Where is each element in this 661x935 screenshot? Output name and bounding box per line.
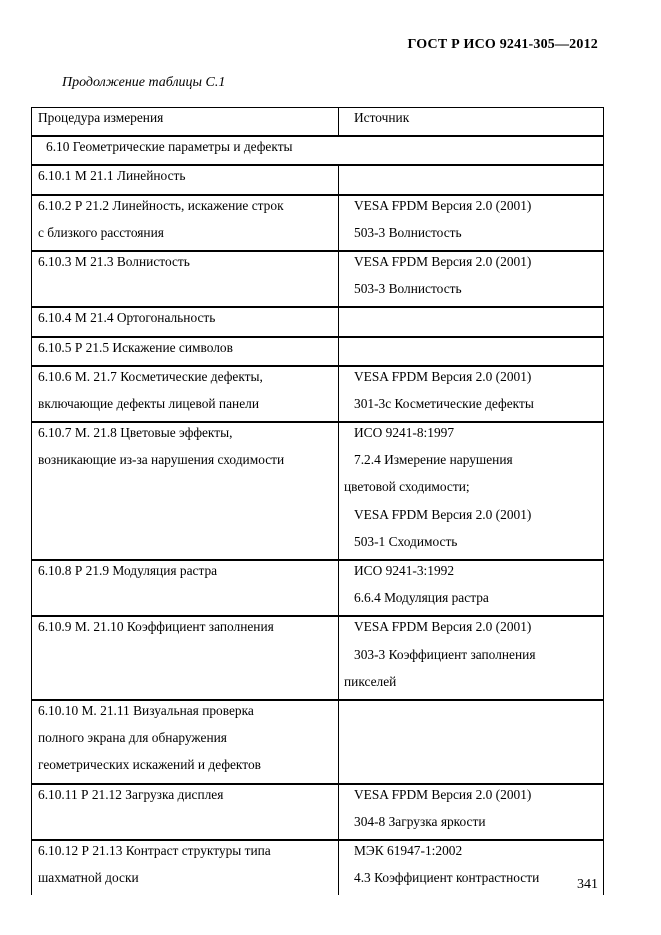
source-cell: VESA FPDM Версия 2.0 (2001) 304-8 Загрузка яркости [339,784,604,840]
source-cell [339,165,604,194]
source-cell [339,700,604,784]
procedure-cell: 6.10.1 М 21.1 Линейность [32,165,339,194]
column-header-source: Источник [339,108,604,137]
procedure-cell: 6.10.5 Р 21.5 Искажение символов [32,337,339,366]
table-row [32,366,604,422]
source-cell: VESA FPDM Версия 2.0 (2001) 301-3с Косметические дефекты [339,366,604,422]
procedure-cell: 6.10.12 Р 21.13 Контраст структуры типа шахматной доски [32,840,339,895]
procedure-cell: 6.10.3 М 21.3 Волнистость [32,251,339,307]
table-row [32,195,604,251]
table-row [32,840,604,895]
procedure-cell: 6.10.9 М. 21.10 Коэффициент заполнения [32,616,339,700]
table-row [32,616,604,700]
column-header-procedure: Процедура измерения [32,108,339,137]
source-cell [339,337,604,366]
table-header-row [32,108,604,137]
table-row [32,700,604,784]
section-title: 6.10 Геометрические параметры и дефекты [32,136,604,165]
source-cell: ИСО 9241-3:1992 6.6.4 Модуляция растра [339,560,604,616]
source-cell: VESA FPDM Версия 2.0 (2001) 303-3 Коэффициент заполнения пикселей [339,616,604,700]
table-row [32,337,604,366]
table-row [32,251,604,307]
source-cell: VESA FPDM Версия 2.0 (2001) 503-3 Волнистость [339,195,604,251]
page-number: 341 [577,877,598,892]
table-row [32,307,604,336]
section-row [32,136,604,165]
source-cell: ИСО 9241-8:1997 7.2.4 Измерение нарушения цветовой сходимости; VESA FPDM Версия 2.0 (2001) 503-1 Сходимость [339,422,604,560]
table-row [32,422,604,560]
procedure-cell: 6.10.11 Р 21.12 Загрузка дисплея [32,784,339,840]
table-row [32,784,604,840]
measurement-table [31,107,604,895]
document-header: ГОСТ Р ИСО 9241-305—2012 [407,37,598,52]
table-row [32,165,604,194]
procedure-cell: 6.10.8 Р 21.9 Модуляция растра [32,560,339,616]
table-caption: Продолжение таблицы С.1 [62,75,226,90]
procedure-cell: 6.10.10 М. 21.11 Визуальная проверка полного экрана для обнаружения геометрических искажений и дефектов [32,700,339,784]
table-row [32,560,604,616]
source-cell [339,307,604,336]
source-cell: МЭК 61947-1:2002 4.3 Коэффициент контрастности [339,840,604,895]
source-cell: VESA FPDM Версия 2.0 (2001) 503-3 Волнистость [339,251,604,307]
procedure-cell: 6.10.4 М 21.4 Ортогональность [32,307,339,336]
procedure-cell: 6.10.6 М. 21.7 Косметические дефекты, включающие дефекты лицевой панели [32,366,339,422]
procedure-cell: 6.10.2 Р 21.2 Линейность, искажение строк с близкого расстояния [32,195,339,251]
procedure-cell: 6.10.7 М. 21.8 Цветовые эффекты, возникающие из-за нарушения сходимости [32,422,339,560]
